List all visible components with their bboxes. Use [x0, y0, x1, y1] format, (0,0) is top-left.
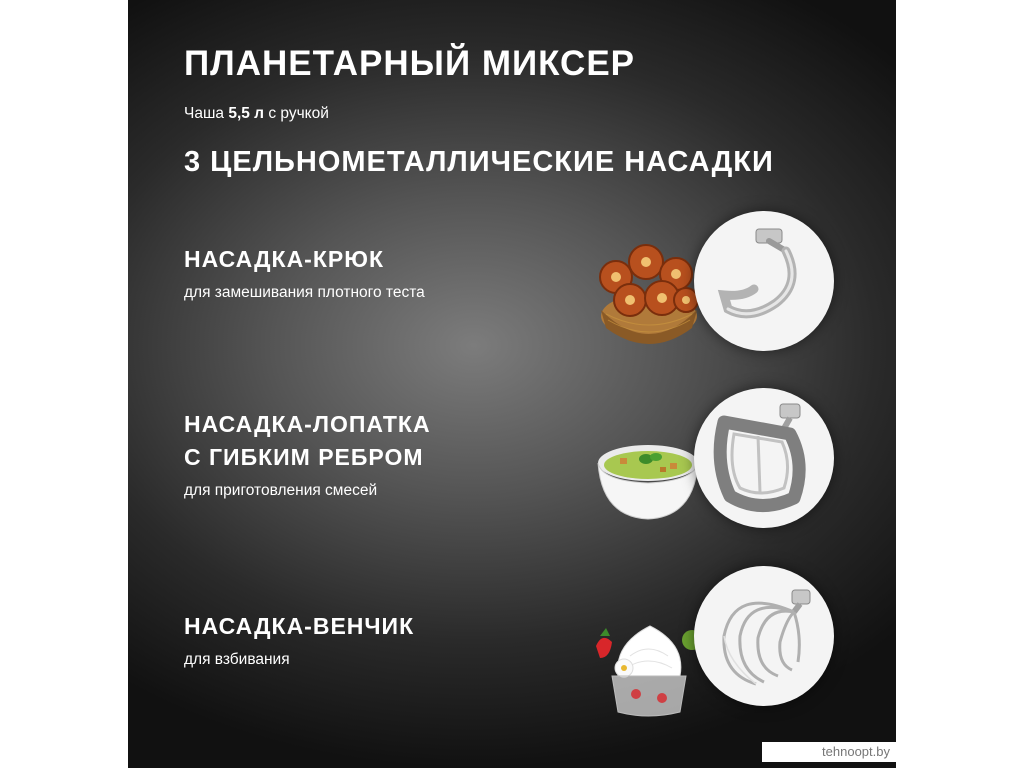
promo-card	[128, 0, 896, 768]
whisk-circle	[694, 566, 834, 706]
pastry-basket-image	[594, 232, 704, 350]
whipped-cream-dessert-image	[588, 618, 708, 720]
attachment-name-whisk: НАСАДКА-ВЕНЧИК	[184, 613, 415, 639]
subtitle-prefix: Чаша	[184, 105, 229, 122]
attachment-name-beater-line2: С ГИБКИМ РЕБРОМ	[184, 444, 424, 470]
dough-hook-circle	[694, 211, 834, 351]
dough-hook-icon	[694, 211, 834, 351]
flex-edge-beater-icon	[694, 388, 834, 528]
section-title: 3 ЦЕЛЬНОМЕТАЛЛИЧЕСКИЕ НАСАДКИ	[184, 146, 774, 178]
attachment-desc-whisk: для взбивания	[184, 651, 290, 668]
attachment-name-beater-line1: НАСАДКА-ЛОПАТКА	[184, 411, 431, 437]
attachment-desc-hook: для замешивания плотного теста	[184, 284, 425, 301]
flex-beater-circle	[694, 388, 834, 528]
page-title: ПЛАНЕТАРНЫЙ МИКСЕР	[184, 44, 636, 83]
attachment-name-hook: НАСАДКА-КРЮК	[184, 246, 384, 272]
subtitle-suffix: с ручкой	[264, 105, 329, 122]
wire-whisk-icon	[694, 566, 834, 706]
subtitle-volume: 5,5 л	[228, 105, 265, 122]
soup-bowl-image	[594, 425, 704, 525]
bowl-subtitle	[184, 105, 329, 123]
attachment-desc-beater: для приготовления смесей	[184, 482, 378, 499]
watermark: tehnoopt.by	[762, 742, 896, 762]
